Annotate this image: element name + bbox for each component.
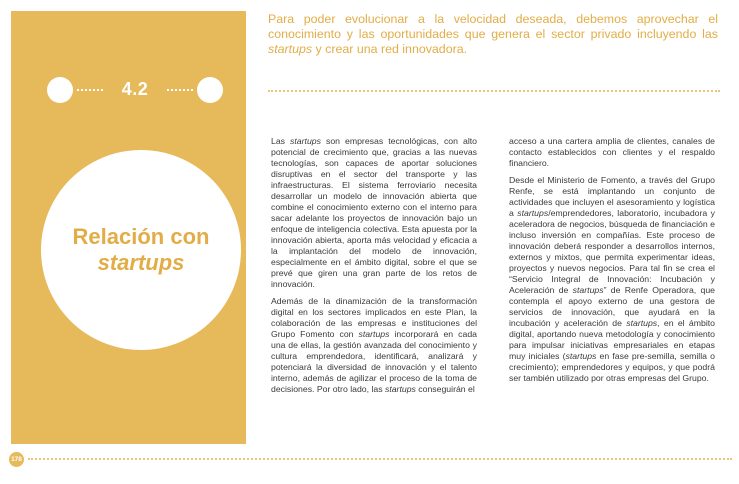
emphasis: startups xyxy=(626,318,658,328)
intro-text: Para poder evolucionar a la velocidad deseada, debemos aprovechar el conocimiento y las oportunidades que genera el sector privado incluyendo las xyxy=(268,12,718,41)
intro-text-end: y crear una red innovadora. xyxy=(312,42,468,56)
text-run: incorporará en cada una de ellas, la gestión avanzada del conocimiento y cultura emprendedora, identificará, analizará y potenciará la diversidad de innovación y el talento interno, además de agilizar el proceso de la toma de decisiones. Por otro lado, las xyxy=(271,329,477,394)
emphasis: startups xyxy=(565,351,597,361)
text-run: en fase pre-semilla, semilla o crecimiento); emprendedores y equipos, y que podrá ser también utilizado por otras empresas del Grupo. xyxy=(509,351,715,383)
text-run: Las xyxy=(271,136,291,146)
section-title-line2: startups xyxy=(97,250,185,275)
emphasis: startups xyxy=(517,208,549,218)
body-paragraph-3: acceso a una cartera amplia de clientes, canales de contacto establecidos con clientes y el respaldo financiero. xyxy=(509,136,715,168)
right-dotted-connector xyxy=(167,89,193,91)
footer-divider xyxy=(28,458,732,460)
text-run: , en el ámbito digital, aportando nueva metodología y conocimiento para impulsar iniciativas empresariales en etapas muy iniciales ( xyxy=(509,318,715,361)
section-number-row xyxy=(47,77,223,103)
body-column-right xyxy=(509,136,715,390)
intro-paragraph xyxy=(268,12,718,57)
emphasis: startups xyxy=(290,136,321,146)
text-run: Además de la dinamización de la transformación digital en los sectores implicados en este Plan, la colaboración de las empresas e instituciones del Grupo Fomento con xyxy=(271,296,477,339)
section-panel xyxy=(11,11,246,444)
emphasis: startups xyxy=(358,329,390,339)
section-title-circle xyxy=(41,150,241,350)
text-run: /emprendedores, laboratorio, incubadora y aceleradora de negocios, búsqueda de financiación e incluso inversión en compañías. Este proceso de innovación deberá responder a desarrollos internos, externos y mixtos, que permita experimentar ideas, proyectos y nuevos negocios. Para tal fin se crea el “Servicio Integral de Innovación: Incubación y Aceleración de xyxy=(509,208,715,295)
emphasis: startups xyxy=(572,285,604,295)
text-run: Desde el Ministerio de Fomento, a través del Grupo Renfe, se está implantando un conjunto de actividades que incluyen el asesoramiento y logística a xyxy=(509,175,715,218)
intro-emphasis: startups xyxy=(268,42,313,56)
text-run: ” de Renfe Operadora, que contempla el apoyo externo de una gestora de servicios de innovación, que ayudará en la incubación y aceleración de xyxy=(509,285,715,328)
text-run: son empresas tecnológicas, con alto potencial de crecimiento que, gracias a las nuevas tecnologías, son capaces de aportar soluciones disruptivas en el sector del transporte y las infraestructuras. El sistema ferroviario necesita desarrollar un modelo de innovación abierta que combine el conocimiento externo con el interno para sacar adelante los proyectos de innovación bajo un enfoque de inteligencia colectiva. Esta apuesta por la innovación abierta, aporta más velocidad y eficacia a la implantación del modelo de innovación, especialmente en el ámbito digital, sobre el que se prevé que giren una gran parte de los retos de innovación. xyxy=(271,136,477,289)
body-column-left xyxy=(271,136,477,401)
body-paragraph-1 xyxy=(271,136,477,290)
section-title-line1: Relación con xyxy=(72,224,210,249)
emphasis: startups xyxy=(384,384,416,394)
right-circle-icon xyxy=(197,77,223,103)
page-number: 178 xyxy=(9,452,24,467)
body-paragraph-2 xyxy=(271,296,477,395)
text-run: conseguirán el xyxy=(415,384,475,394)
header-divider xyxy=(268,90,720,92)
body-paragraph-4 xyxy=(509,175,715,384)
section-number: 4.2 xyxy=(121,79,149,99)
